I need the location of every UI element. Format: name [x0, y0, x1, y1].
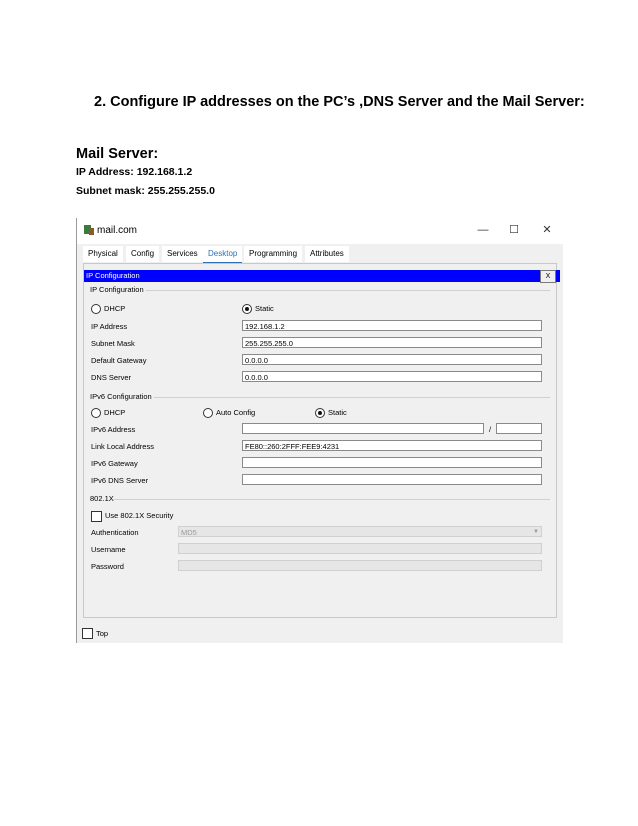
ipv6-dhcp-radio[interactable] [91, 408, 101, 418]
document-heading: 2. Configure IP addresses on the PC’s ,DNS Server and the Mail Server: [94, 94, 585, 110]
use-8021x-label: Use 802.1X Security [105, 511, 174, 520]
ipv6-gateway-label: IPv6 Gateway [91, 459, 138, 468]
ipv6-gateway-input[interactable] [242, 457, 542, 468]
username-input[interactable] [178, 543, 542, 554]
authentication-value: MD5 [181, 528, 197, 537]
mail-server-heading: Mail Server: [76, 146, 159, 162]
authentication-label: Authentication [91, 528, 139, 537]
link-local-address-label: Link Local Address [91, 442, 154, 451]
subnet-mask-input[interactable]: 255.255.255.0 [242, 337, 542, 348]
tab-services[interactable]: Services [162, 246, 203, 262]
ip-config-close-button[interactable]: X [540, 270, 556, 283]
top-label: Top [96, 629, 109, 638]
ipv4-dhcp-radio[interactable] [91, 304, 101, 314]
password-input[interactable] [178, 560, 542, 571]
subnet-mask-label: Subnet Mask [91, 339, 135, 348]
ipv6-auto-config-radio[interactable] [203, 408, 213, 418]
close-window-button[interactable]: ✕ [542, 224, 552, 236]
dot1x-group-title: 802.1X [90, 494, 114, 503]
ipv4-static-label: Static [255, 304, 274, 313]
ipv6-auto-config-label: Auto Config [216, 408, 256, 417]
link-local-address-input[interactable]: FE80::260:2FFF:FEE9:4231 [242, 440, 542, 451]
default-gateway-label: Default Gateway [91, 356, 147, 365]
ipv6-group-title: IPv6 Configuration [90, 392, 152, 401]
tab-bar [83, 246, 563, 262]
tab-desktop[interactable]: Desktop [203, 246, 242, 264]
subnet-mask-line: Subnet mask: 255.255.255.0 [76, 185, 215, 197]
ip-address-input[interactable]: 192.168.1.2 [242, 320, 542, 331]
prefix-slash: / [489, 425, 492, 434]
ipv4-dhcp-label: DHCP [104, 304, 126, 313]
ipv6-address-label: IPv6 Address [91, 425, 136, 434]
ipv6-group-divider [154, 397, 550, 398]
ip-address-line: IP Address: 192.168.1.2 [76, 166, 193, 178]
dns-server-label: DNS Server [91, 373, 132, 382]
ipv6-prefix-input[interactable] [496, 423, 542, 434]
window-title: mail.com [97, 225, 138, 236]
tab-physical[interactable]: Physical [83, 246, 123, 262]
ipv6-dhcp-label: DHCP [104, 408, 126, 417]
mail-server-window [76, 218, 563, 643]
ipv4-group-divider [146, 290, 550, 291]
top-checkbox[interactable] [82, 628, 93, 639]
tab-config[interactable]: Config [126, 246, 159, 262]
ipv6-dns-server-label: IPv6 DNS Server [91, 476, 149, 485]
username-label: Username [91, 545, 126, 554]
use-8021x-checkbox[interactable] [91, 511, 102, 522]
ip-configuration-bar [84, 270, 560, 282]
ipv4-static-radio[interactable] [242, 304, 252, 314]
dot1x-group-divider [114, 499, 550, 500]
authentication-select[interactable] [178, 526, 542, 537]
ipv6-static-label: Static [328, 408, 347, 417]
ip-configuration-title: IP Configuration [86, 271, 140, 280]
password-label: Password [91, 562, 124, 571]
ipv6-address-input[interactable] [242, 423, 484, 434]
tab-attributes[interactable]: Attributes [305, 246, 349, 262]
desktop-panel [83, 263, 557, 618]
minimize-button[interactable]: — [477, 224, 489, 236]
title-bar [77, 218, 563, 244]
tab-programming[interactable]: Programming [244, 246, 302, 262]
chevron-down-icon: ▼ [533, 529, 539, 535]
ipv6-static-radio[interactable] [315, 408, 325, 418]
ipv4-group-title: IP Configuration [90, 285, 144, 294]
server-app-icon [83, 224, 95, 236]
maximize-button[interactable]: ☐ [509, 224, 519, 236]
default-gateway-input[interactable]: 0.0.0.0 [242, 354, 542, 365]
ip-address-label: IP Address [91, 322, 128, 331]
dns-server-input[interactable]: 0.0.0.0 [242, 371, 542, 382]
ipv6-dns-server-input[interactable] [242, 474, 542, 485]
